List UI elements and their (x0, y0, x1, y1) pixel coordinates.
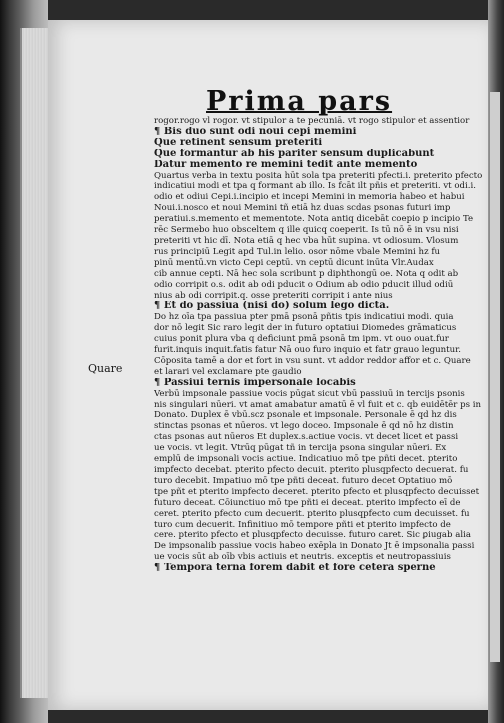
text-line: Verbū impsonale passiue vocis pūgat sicut vbū passiuū in tercijs psonis (154, 388, 465, 399)
text-line: Donato. Duplex ē vbū.scz psonale et impsonale. Personale ē qd hz dis (154, 410, 457, 421)
text-line: rogor.rogo vl rogor. vt stipulor a te pecuniā. vt rogo stipulor et assentior (154, 116, 470, 126)
text-line: ue vocis sūt ab oīb vbis actiuis et neutris. exceptis et neutropassiuis (154, 552, 451, 563)
body-text (154, 116, 484, 574)
text-line: pinū mentū.vn victo Cepi ceptū. vn ceptū dicunt inūta Vlr.Audax (154, 257, 434, 268)
text-line: cere. pterito pfecto et plusqpfecto decuisse. futuro caret. Sic ꝑiugab alia (154, 530, 471, 541)
section-heading-line: Que retinent sensum preteriti (154, 137, 323, 148)
section-heading-line: Que formantur ab his pariter sensum duplicabunt (154, 148, 435, 159)
text-line: emplū de impsonali vocis actiue. Indicatiuo mō tpe pñti decet. pterito (154, 454, 458, 465)
text-line: tpe pñt et pterito impfecto deceret. pterito pfecto et plusqpfecto decuisset (154, 486, 480, 497)
text-line: nius ab odi corripit.q. osse preteriti corripit i ante nius (154, 290, 393, 301)
margin-note: Quare (88, 362, 123, 375)
section-heading-line: ¶ Et do passiua (nisi do) solum lego dicta. (154, 301, 390, 312)
text-line: rēc Sermebo huo obsceltem q ille quicq coeperit. Is tū nō ē in vsu nisi (154, 225, 459, 236)
section-heading-line: Datur memento re memini tedit ante memento (154, 159, 418, 170)
text-line: cuius ponit plura vba q deficiunt pmā psonā tm ipm. vt ouo ouat.fur (154, 334, 449, 345)
text-line: ctas psonas aut nūeros Et duplex.s.actiue vocis. vt decet licet et passi (154, 432, 459, 443)
text-line: turo cum decuerit. Infinitiuo mō tempore pñti et pterito impfecto de (154, 519, 451, 530)
text-line: stinctas psonas et nūeros. vt lego doceo. Impsonale ē qd nō hz distin (154, 421, 454, 432)
text-line: ue vocis. vt legit. Vtrūq pūgat tñ in tercija psona singular nūeri. Ex (154, 443, 447, 454)
section-heading-line: ¶ Bis duo sunt odi noui cepi memini (154, 126, 357, 137)
text-line: indicatiui modi et tpa q formant ab illo. Is fcāt ilt pñis et preteriti. vt odi.i. (154, 181, 476, 192)
text-line: preteriti vt hic dī. Nota etiā q hec vba hūt supina. vt odiosum. Vlosum (154, 235, 459, 246)
text-line: nis singulari nūeri. vt amat amabatur amatū ē vl fuit et c. qb euidētēr ps in (154, 399, 482, 410)
text-line: De impsonalib passiue vocis habeo exēpla in Donato Jt ē impsonalia passi (154, 541, 475, 552)
text-line: rus principiū Legit apd Tul.in lelio. osor nōme vbale Memini hz fu (154, 246, 441, 257)
text-line: odio corripit o.s. odit ab odi pducit o Odium ab odio pducit illud odiū (154, 279, 454, 290)
text-line: et larari vel exclamare pte gaudio (154, 366, 302, 377)
text-line: peratiui.s.memento et mementote. Nota antiq dicebāt coepio p incipio Te (154, 214, 474, 225)
text-line: furit.inquis inquit.fatis fatur Nā ouo furo inquio et fatr grauo leguntur. (154, 345, 462, 356)
text-line: futuro deceat. Cōiunctiuo mō tpe pñti ei deceat. pterito impfecto eī de (154, 497, 461, 508)
page-heading: Prima pars (206, 86, 393, 117)
text-line: turo decebit. Impatiuo mō tpe pñti deceat. futuro decet Optatiuo mō (154, 475, 453, 486)
text-line: Quartus verba in textu posita hūt sola tpa preteriti pfecti.i. preterito pfecto (154, 170, 483, 181)
facing-page-strip (490, 92, 500, 662)
text-line: impfecto decebat. pterito pfecto decuit. pterito plusqpfecto decuerat. fu (154, 465, 469, 475)
text-line: dor nō legit Sic raro legit der in futuro optatiui Diomedes grāmaticus (154, 323, 457, 334)
text-line: Cōposita tamē a dor et fort in vsu sunt. vt addor reddor affor et c. Quare (154, 355, 471, 366)
text-line: cib annue cepti. Nā hec sola scribunt p diphthongū oe. Nota q odit ab (154, 268, 459, 279)
text-line: odio et odiui Cepi.i.incipio et incepi Memini in memoria habeo et habui (154, 192, 465, 203)
section-heading-line: ¶ Passiui ternis impersonale locabis (154, 377, 356, 388)
text-line: ceret. pterito pfecto cum decuerit. pterito plusqpfecto cum decuisset. fu (154, 508, 470, 519)
section-heading-line: ¶ Tempora terna forem dabit et fore cetera sperne (154, 563, 436, 574)
text-line: Do hz oīa tpa passiua pter pmā psonā pñtis tpis indicatiui modi. quia (154, 312, 454, 323)
text-line: Noui.i.nosco et noui Memini tñ etiā hz duas scdas psonas futuri imp (154, 203, 451, 214)
